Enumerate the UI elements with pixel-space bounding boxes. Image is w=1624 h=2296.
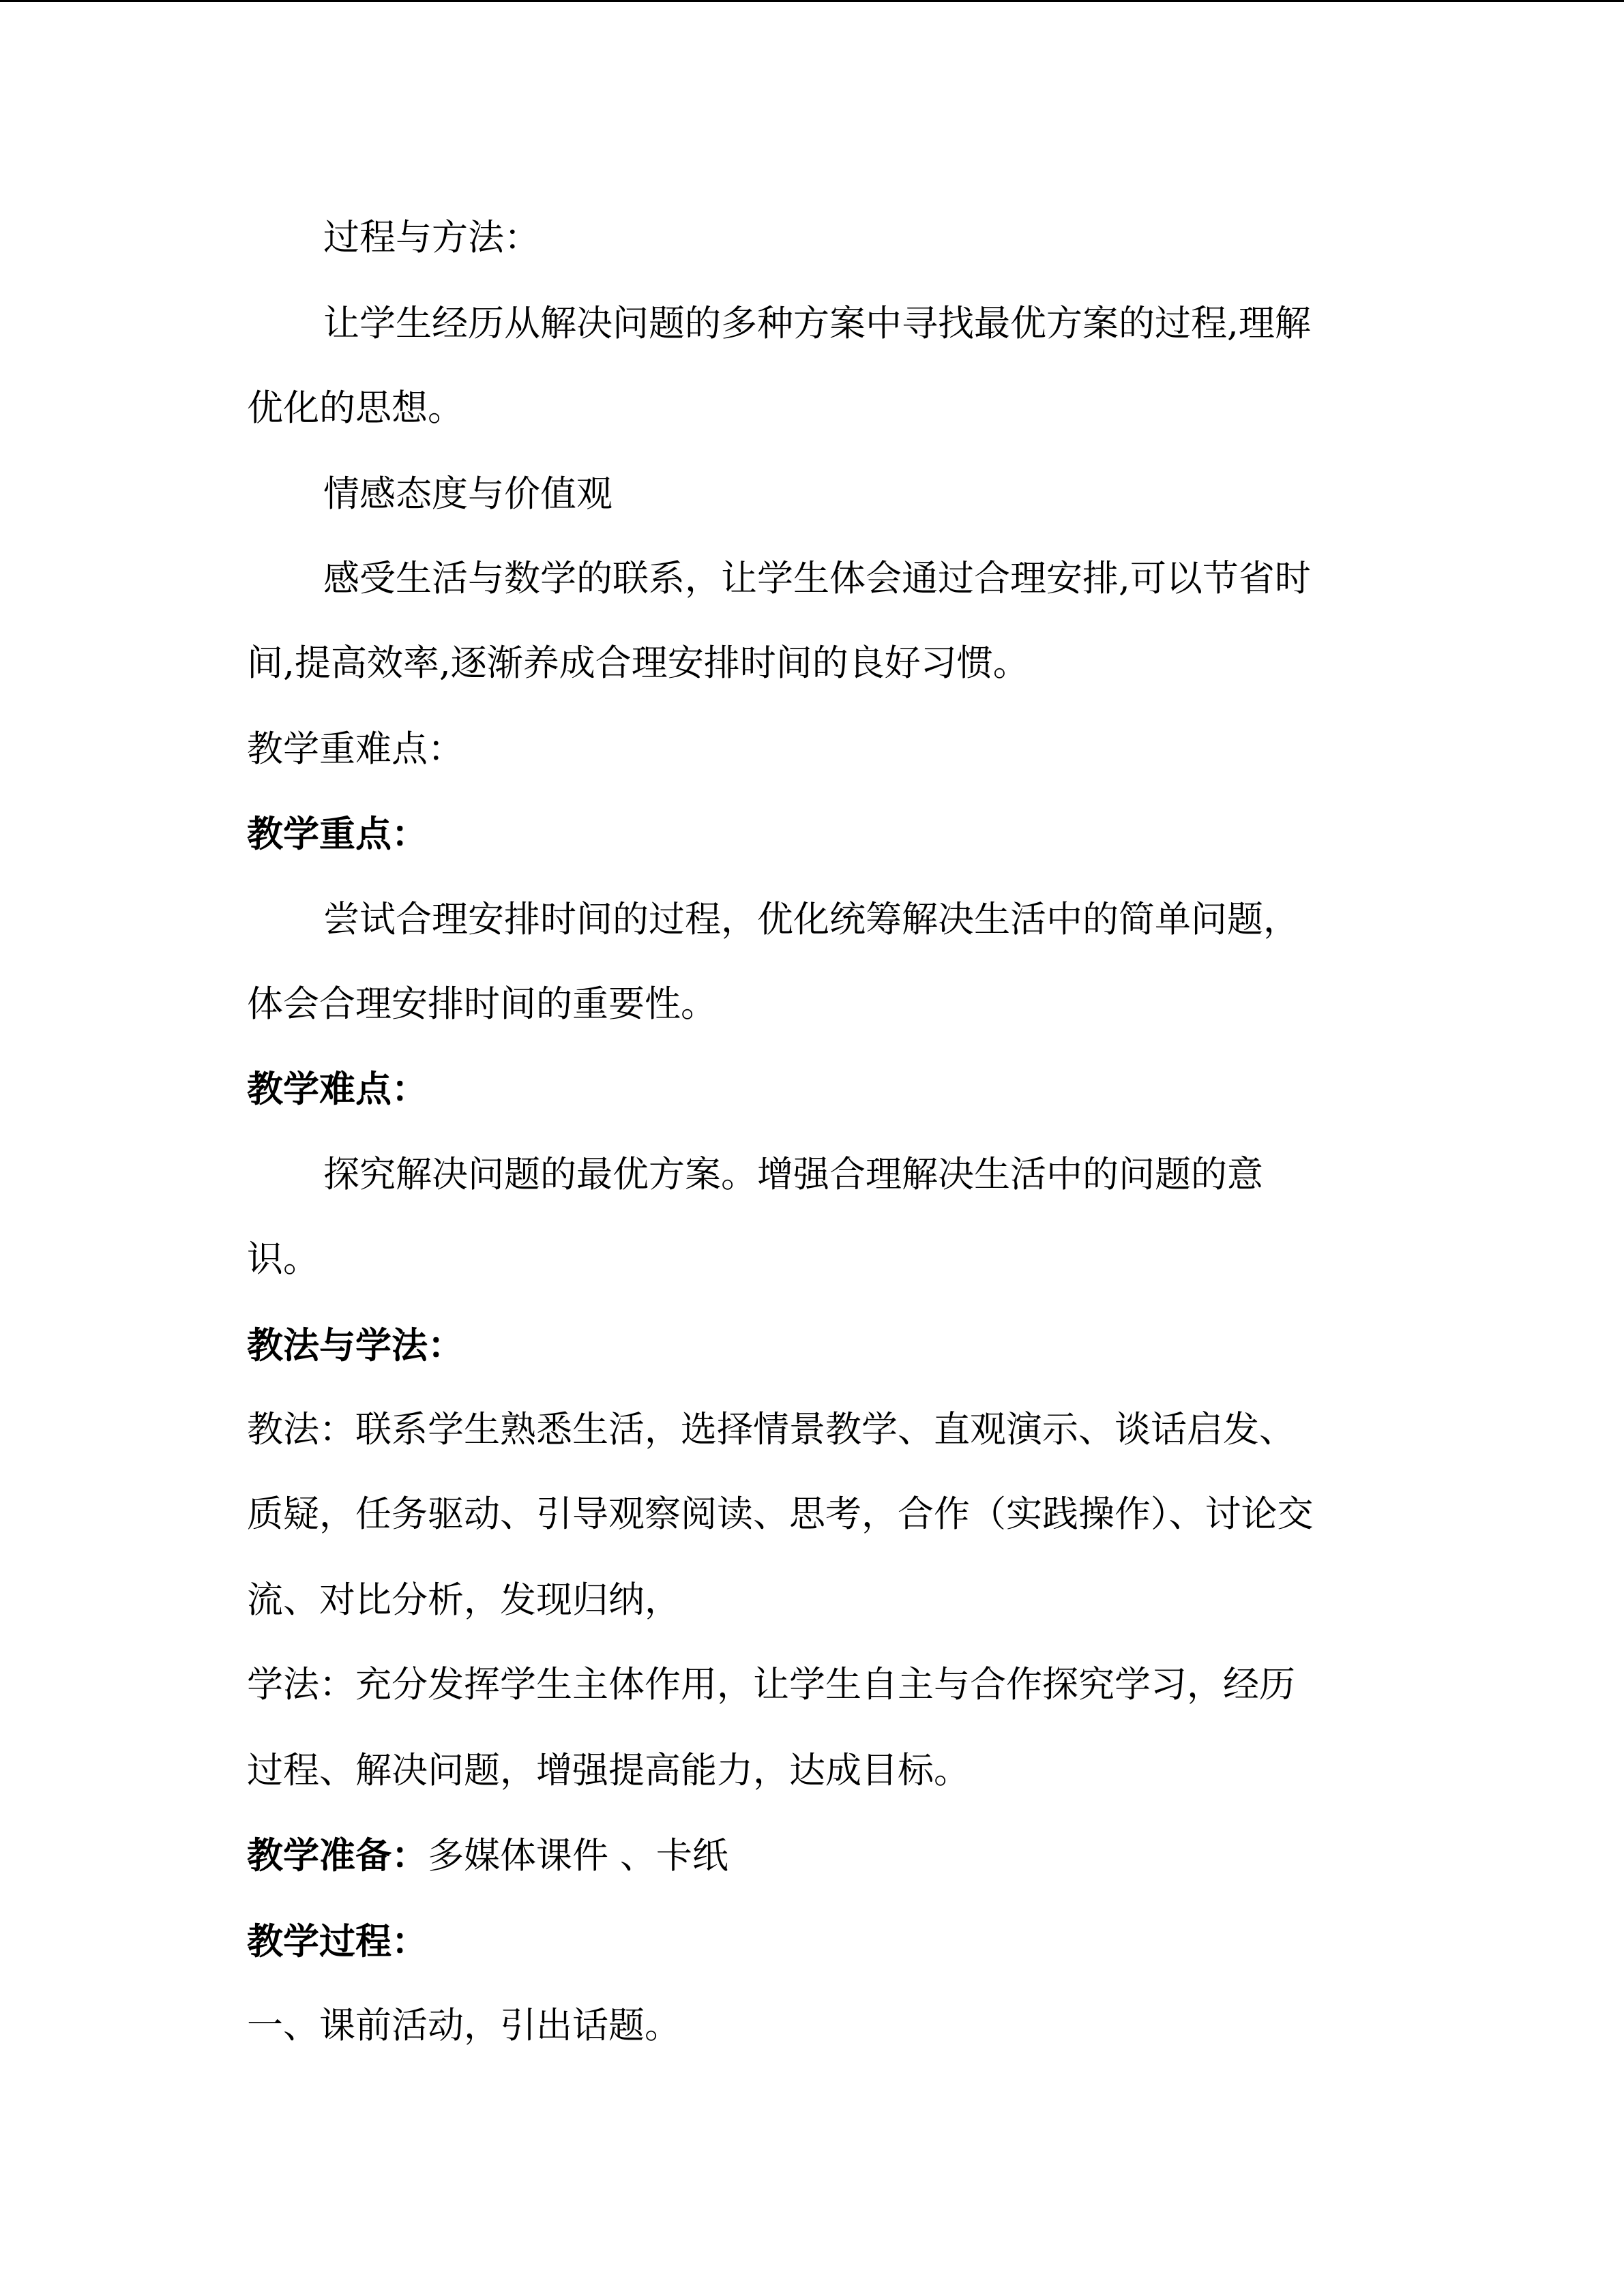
section-heading-key-points: 教学重点：	[247, 813, 428, 855]
teaching-preparation-label: 教学准备：	[247, 1834, 428, 1877]
section-heading-key-difficult-points: 教学重难点：	[247, 728, 464, 770]
paragraph-line: 间,提高效率,逐渐养成合理安排时间的良好习惯。	[247, 642, 1029, 684]
paragraph-line: 让学生经历从解决问题的多种方案中寻找最优方案的过程,理解	[323, 303, 1311, 344]
paragraph-line: 探究解决问题的最优方案。增强合理解决生活中的问题的意	[323, 1154, 1263, 1195]
paragraph-line: 教法：联系学生熟悉生活，选择情景教学、直观演示、谈话启发、	[247, 1409, 1295, 1450]
paragraph-line: 识。	[247, 1238, 319, 1280]
section-heading-process-method: 过程与方法：	[323, 217, 540, 258]
section-heading-emotion-values: 情感态度与价值观	[323, 473, 612, 515]
paragraph-line: 一、课前活动，引出话题。	[247, 2005, 681, 2046]
paragraph-line: 质疑，任务驱动、引导观察阅读、思考，合作（实践操作）、讨论交	[247, 1493, 1314, 1535]
paragraph-line: 体会合理安排时间的重要性。	[247, 983, 717, 1025]
teaching-preparation-value: 多媒体课件 、卡纸	[428, 1835, 728, 1877]
section-heading-difficult-points: 教学难点：	[247, 1068, 428, 1110]
paragraph-line: 尝试合理安排时间的过程，优化统筹解决生活中的简单问题，	[323, 899, 1299, 940]
paragraph-line: 感受生活与数学的联系，让学生体会通过合理安排,可以节省时	[323, 558, 1311, 599]
section-heading-teaching-learning-methods: 教法与学法：	[247, 1324, 464, 1367]
paragraph-line: 过程、解决问题，增强提高能力，达成目标。	[247, 1750, 970, 1791]
teaching-preparation-line	[247, 1834, 1393, 1877]
paragraph-line: 优化的思想。	[247, 387, 464, 429]
paragraph-line: 学法：充分发挥学生主体作用，让学生自主与合作探究学习，经历	[247, 1664, 1295, 1705]
section-heading-teaching-process: 教学过程：	[247, 1920, 428, 1963]
paragraph-line: 流、对比分析，发现归纳，	[247, 1579, 681, 1621]
